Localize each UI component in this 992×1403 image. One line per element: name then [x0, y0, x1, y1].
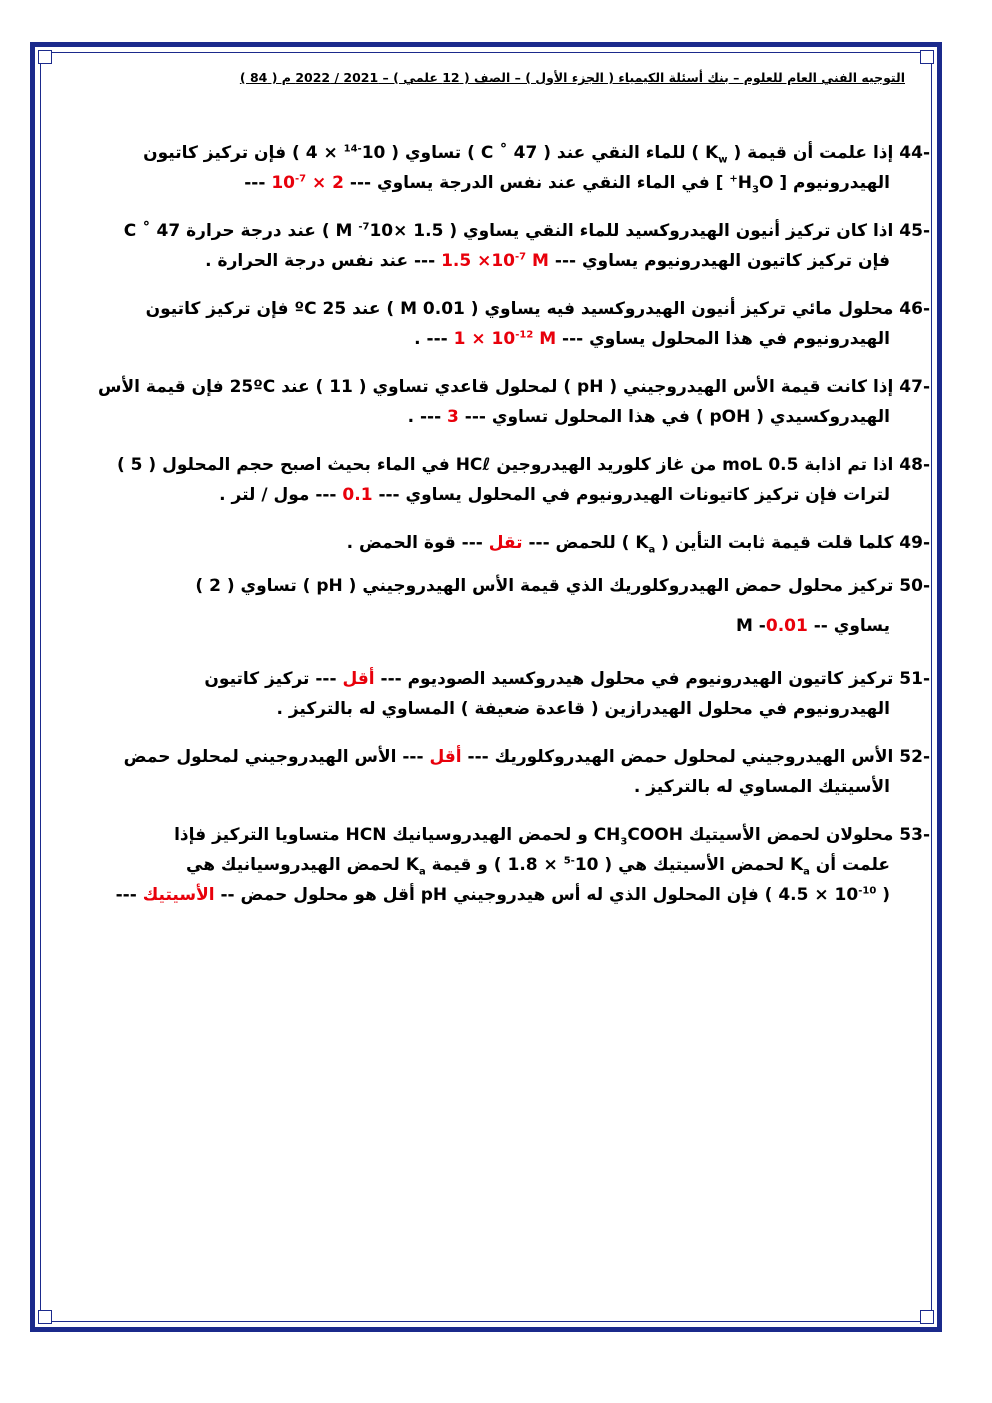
- question-48-line-1: 48- اذا تم اذابة 0.5 moL من غاز كلوريد الهيدروجين HCℓ في الماء بحيث اصبح حجم المحلول ( 5 ): [116, 455, 930, 475]
- answer-48: 0.1: [342, 485, 373, 505]
- question-44-line-1: 44- إذا علمت أن قيمة ( $K_w$ ) للماء النقي عند ( C ˚ 47 ) تساوي ( $10^{-14} \times 4$ ) فإن تركيز كاتيون: [143, 143, 930, 166]
- question-47: [58, 372, 930, 432]
- question-52-line-2: الأسيتيك المساوي له بالتركيز .: [633, 777, 890, 797]
- question-44: [58, 138, 930, 198]
- question-50-line-2: يساوي -- 0.01- M: [735, 616, 890, 636]
- question-47-line-2: الهيدروكسيدي ( pOH ) في هذا المحلول تساوي --- 3 --- .: [407, 407, 890, 427]
- border-corner-bottom-right: [920, 1310, 934, 1324]
- answer-46: $1 \times 10^{-12}$ M: [453, 329, 557, 349]
- question-53-line-1: 53- محلولان لحمض الأسيتيك $CH_3COOH$ و لحمض الهيدروسيانيك HCN متساويا التركيز فإذا: [174, 825, 930, 848]
- question-list: [58, 138, 930, 928]
- question-50: [58, 566, 930, 646]
- answer-51: أقل: [342, 669, 375, 689]
- answer-45: $1.5 \times 10^{-7}$ M: [441, 251, 549, 271]
- question-51-line-2: الهيدرونيوم في محلول الهيدرازين ( قاعدة ضعيفة ) المساوي له بالتركيز .: [276, 699, 890, 719]
- page-header: التوجيه الفني العام للعلوم – بنك أسئلة الكيمياء ( الجزء الأول ) – الصف ( 12 علمي ) – 2021 / 2022 م ( 84 ): [239, 70, 905, 85]
- answer-49: تقل: [488, 533, 523, 553]
- question-53-line-3: ( $10^{-10} \times 4.5$ ) فإن المحلول الذي له أس هيدروجيني pH أقل هو محلول حمض -- الأسيتيك ---: [115, 885, 890, 905]
- question-53-line-2: علمت أن $K_a$ لحمض الأسيتيك هي ( $10^{-5} \times 1.8$ ) و قيمة $K_a$ لحمض الهيدروسيانيك هي: [186, 855, 890, 878]
- question-50-line-1: 50- تركيز محلول حمض الهيدروكلوريك الذي قيمة الأس الهيدروجيني ( pH ) تساوي ( 2 ): [195, 576, 930, 596]
- question-45-line-1: 45- اذا كان تركيز أنيون الهيدروكسيد للماء النقي يساوي ( M $^{-7}$10× 1.5 ) عند درجة حرارة C ˚ 47: [123, 221, 930, 241]
- question-45-line-2: فإن تركيز كاتيون الهيدرونيوم يساوي --- $1.5 \times 10^{-7}$ M --- عند نفس درجة الحرارة .: [205, 251, 890, 271]
- answer-44: $10^{-7} \times 2$: [271, 173, 345, 193]
- question-48-line-2: لترات فإن تركيز كاتيونات الهيدرونيوم في المحلول يساوي --- 0.1 --- مول / لتر .: [219, 485, 890, 505]
- question-51-line-1: 51- تركيز كاتيون الهيدرونيوم في محلول هيدروكسيد الصوديوم --- أقل --- تركيز كاتيون: [204, 669, 930, 689]
- question-52-line-1: 52- الأس الهيدروجيني لمحلول حمض الهيدروكلوريك --- أقل --- الأس الهيدروجيني لمحلول حمض: [123, 747, 930, 767]
- border-corner-bottom-left: [38, 1310, 52, 1324]
- answer-50: 0.01: [765, 616, 808, 636]
- border-corner-top-left: [38, 50, 52, 64]
- border-corner-top-right: [920, 50, 934, 64]
- question-45: [58, 216, 930, 276]
- answer-52: أقل: [429, 747, 462, 767]
- answer-47: 3: [447, 407, 459, 427]
- question-51: [58, 664, 930, 724]
- question-46: [58, 294, 930, 354]
- question-52: [58, 742, 930, 802]
- question-47-line-1: 47- إذا كانت قيمة الأس الهيدروجيني ( pH ) لمحلول قاعدي تساوي ( 11 ) عند 25ºC فإن قيمة الأس: [98, 377, 930, 397]
- question-53: [58, 820, 930, 910]
- question-49-line-1: 49- كلما قلت قيمة ثابت التأين ( $K_a$ ) للحمض --- تقل --- قوة الحمض .: [346, 533, 930, 556]
- question-46-line-2: الهيدرونيوم في هذا المحلول يساوي --- $1 \times 10^{-12}$ M --- .: [414, 329, 890, 349]
- question-49: [58, 528, 930, 558]
- answer-53: الأسيتيك: [142, 885, 215, 905]
- question-46-line-1: 46- محلول مائي تركيز أنيون الهيدروكسيد فيه يساوي ( 0.01 M ) عند 25 ºC فإن تركيز كاتيون: [145, 299, 930, 319]
- question-44-line-2: الهيدرونيوم [ $H_3O^+$ ] في الماء النقي عند نفس الدرجة يساوي --- $10^{-7} \times 2$ ---: [244, 173, 890, 196]
- question-48: [58, 450, 930, 510]
